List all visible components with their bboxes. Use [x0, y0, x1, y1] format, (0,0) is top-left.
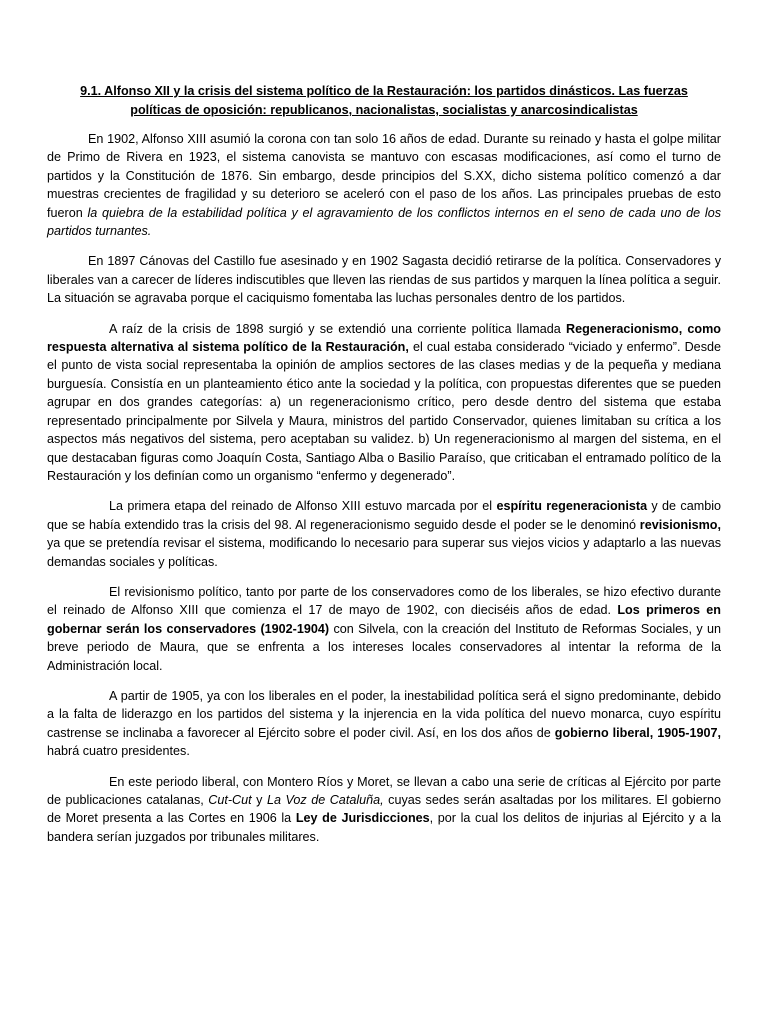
- paragraph-7-text-d: , por la cual los delitos de injurias al Ejército y a la bandera serían juzgados por tribunales militares.: [47, 811, 721, 844]
- paragraph-1: [47, 130, 721, 240]
- paragraph-4-bold-a: espíritu regeneracionista: [496, 499, 648, 514]
- paragraph-7: [47, 773, 721, 847]
- paragraph-7-text-b: y: [251, 793, 267, 807]
- paragraph-5-bold: Los primeros en gobernar serán los conservadores (1902-1904): [47, 603, 721, 636]
- paragraph-5-text-a: El revisionismo político, tanto por parte de los conservadores como de los liberales, se hizo efectivo durante el reinado de Alfonso XIII que comienza el 17 de mayo de 1902, con dieciséis años de edad.: [47, 584, 721, 618]
- paragraph-3-text-a: A raíz de la crisis de 1898 surgió y se extendió una corriente política llamada: [109, 321, 567, 336]
- title-line-1: 9.1. Alfonso XII y la crisis del sistema político de la Restauración: los partidos dinásticos. Las fuerzas: [80, 84, 688, 98]
- paragraph-5: [47, 583, 721, 675]
- paragraph-4: [47, 497, 721, 571]
- paragraph-4-bold-b: revisionismo,: [639, 517, 721, 532]
- paragraph-3-bold: Regeneracionismo, como respuesta alternativa al sistema político de la Restauración,: [47, 321, 721, 355]
- paragraph-7-italic-a: Cut-Cut: [208, 793, 252, 807]
- paragraph-3-text-b: el cual estaba considerado “viciado y enfermo”. Desde el punto de vista social representaba la opinión de amplios sectores de las clases medias y de la pequeña y mediana burguesía. Consistía en un planteamiento ético ante la sociedad y la política, con propuestas diferentes que se pueden agrupar en dos grandes categorías: a) un regeneracionismo crítico, pero desde dentro del sistema que estaba representado principalmente por Silvela y Maura, ministros del partido Conservador, quienes limitaban su crítica a los aspectos más negativos del sistema, pero aceptaban su validez. b) Un regeneracionismo al margen del sistema, en el que destacaban figuras como Joaquín Costa, Santiago Alba o Basilio Paraíso, que criticaban el entramado político de la Restauración y los definían como un organismo “enfermo y degenerado”.: [47, 340, 721, 483]
- document-title: [47, 82, 721, 120]
- title-line-2: políticas de oposición: republicanos, nacionalistas, socialistas y anarcosindicalistas: [130, 103, 638, 117]
- paragraph-6-text-a: A partir de 1905, ya con los liberales en el poder, la inestabilidad política será el signo predominante, debido a la falta de liderazgo en los partidos del sistema y la injerencia en la vida política del nuevo monarca, cuyo espíritu castrense se inclinaba a favorecer al Ejército sobre el poder civil. Así, en los dos años de: [47, 688, 721, 740]
- paragraph-7-text-c: cuyas sedes serán asaltadas por los militares. El gobierno de Moret presenta a las Cortes en 1906 la: [47, 793, 721, 826]
- paragraph-1-italic: la quiebra de la estabilidad política y el agravamiento de los conflictos internos en el seno de cada uno de los partidos turnantes.: [47, 205, 721, 239]
- paragraph-6: [47, 687, 721, 761]
- paragraph-4-text-c: ya que se pretendía revisar el sistema, modificando lo necesario para superar sus viejos vicios y adaptarlo a las nuevas demandas sociales y políticas.: [47, 536, 721, 569]
- paragraph-2-text: En 1897 Cánovas del Castillo fue asesinado y en 1902 Sagasta decidió retirarse de la política. Conservadores y liberales van a carecer de líderes indiscutibles que lleven las riendas de sus partidos y marquen la línea política a seguir. La situación se agravaba porque el caciquismo fomentaba las luchas personales dentro de los partidos.: [47, 254, 721, 306]
- paragraph-4-text-b: y de cambio que se había extendido tras la crisis del 98. Al regeneracionismo seguido desde el poder se le denominó: [47, 499, 722, 532]
- paragraph-6-text-b: habrá cuatro presidentes.: [47, 744, 190, 759]
- paragraph-7-bold: Ley de Jurisdicciones: [295, 811, 430, 826]
- paragraph-2: [47, 252, 721, 307]
- paragraph-4-text-a: La primera etapa del reinado de Alfonso XIII estuvo marcada por el: [109, 499, 497, 514]
- paragraph-7-italic-b: La Voz de Cataluña,: [266, 793, 384, 807]
- paragraph-7-text-a: En este periodo liberal, con Montero Ríos y Moret, se llevan a cabo una serie de críticas al Ejército por parte de publicaciones catalanas,: [47, 774, 721, 807]
- paragraph-3: [47, 320, 721, 486]
- paragraph-5-text-b: con Silvela, con la creación del Instituto de Reformas Sociales, y un breve periodo de Maura, que se enfrenta a los intereses locales conservadores al intentar la reforma de la Administración local.: [47, 621, 722, 673]
- paragraph-1-text: En 1902, Alfonso XIII asumió la corona con tan solo 16 años de edad. Durante su reinado y hasta el golpe militar de Primo de Rivera en 1923, el sistema canovista se mantuvo con escasas modificaciones, así como el turno de partidos y la Constitución de 1876. Sin embargo, desde principios del S.XX, dicho sistema político comenzó a dar muestras crecientes de fragilidad y su deterioro se aceleró con el paso de los años. Las principales pruebas de esto fueron: [47, 132, 721, 220]
- paragraph-6-bold: gobierno liberal, 1905-1907,: [554, 725, 721, 740]
